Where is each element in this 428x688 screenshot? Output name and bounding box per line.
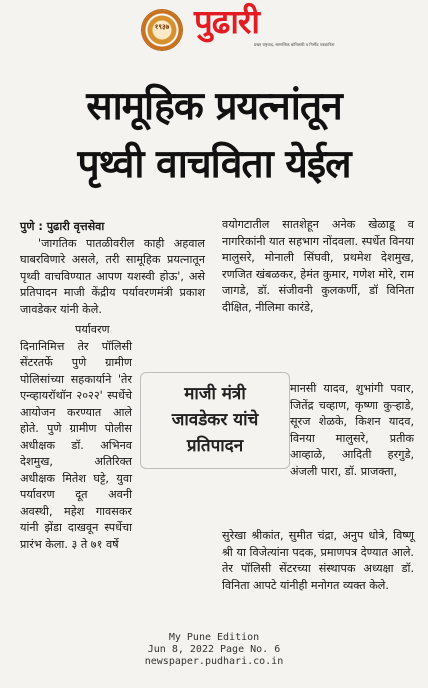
headline-line-2: पृथ्वी वाचविता येईल bbox=[77, 142, 351, 187]
seal-year: १९३७ bbox=[154, 23, 170, 31]
masthead bbox=[0, 0, 428, 62]
paragraph: वयोगटातील सातशेहून अनेक खेळाडू व नागरिकांनी यात सहभाग नोंदवला. स्पर्धेत विनया मालुसरे, मोनाली सिंघवी, प्रथमेश देशमुख, रणजित खंबळकर, हेमंत कुमार, गणेश मोरे, राम जागडे, डॉ. संजीवनी कुलकर्णी, डॉ विनिता दीक्षित, नीलिमा कारंडे, bbox=[222, 218, 414, 314]
newspaper-logo: पुढारी bbox=[194, 2, 259, 41]
paragraph: सुरेखा श्रीकांत, सुमीत चंद्रा, अनुप धोत्रे, विष्णू श्री या विजेत्यांना पदक, प्रमाणपत्र देण्यात आले. तेर पॉलिसी सेंटरच्या संस्थापक अध्यक्षा डॉ. विनिता आपटे यांनीही मनोगत व्यक्त केले. bbox=[222, 529, 414, 592]
date-page-label: Jun 8, 2022 Page No. 6 bbox=[147, 644, 281, 655]
paragraph: दिनानिमित्त तेर पॉलिसी सेंटरतर्फे पुणे ग्रामीण पोलिसांच्या सहकार्याने 'तेर एन्व्हायरॉथॉन २०२२' स्पर्धेचे आयोजन करण्यात आले होते. पुणे ग्रामीण पोलीस अधीक्षक डॉ. अभिनव देशमुख, अतिरिक्त अधीक्षक मितेश घट्टे, युवा पर्यावरण दूत अवनी अवस्थी, महेश गावसकर यांनी झेंडा दाखवून स्पर्धेचा प्रारंभ केला. ३ ते ७१ वर्षे bbox=[20, 339, 132, 551]
edition-label: My Pune Edition bbox=[168, 632, 260, 643]
pull-quote bbox=[140, 372, 290, 469]
website-link[interactable]: newspaper.pudhari.co.in bbox=[144, 656, 284, 667]
article-column-right bbox=[222, 217, 414, 316]
paragraph-start: पर्यावरण bbox=[75, 323, 110, 336]
anniversary-seal-icon bbox=[142, 10, 182, 50]
paragraph-wrapped: मानसी यादव, शुभांगी पवार, जितेंद्र चव्हाण, कृष्णा कुऱ्हाडे, सूरज शेळके, किशन यादव, विनया मालुसरे, प्रतीक आव्हाळे, आदिती हरगुडे, अंजली पारा, डॉ. प्राजक्ता, bbox=[290, 382, 414, 478]
dateline: पुणे : पुढारी वृत्तसेवा bbox=[20, 220, 105, 233]
paragraph: 'जागतिक पातळीवरील काही अहवाल घाबरविणारे असले, तरी सामूहिक प्रयत्नातून पृथ्वी वाचविण्यात आपण यशस्वी होऊ', असे प्रतिपादन माजी केंद्रीय पर्यावरणमंत्री प्रकाश जावडेकर यांनी केले. bbox=[20, 236, 205, 316]
pull-quote-line-1: माजी मंत्री bbox=[184, 384, 246, 404]
pull-quote-line-2: जावडेकर यांचे bbox=[171, 410, 259, 430]
headline-line-1: सामूहिक प्रयत्नांतून bbox=[86, 84, 342, 129]
logo-tagline: प्रखर राष्ट्रवाद, सामाजिक बांधिलकी व निर्भीड पत्रकारिता bbox=[254, 42, 335, 47]
page-footer bbox=[0, 632, 428, 668]
pull-quote-line-3: प्रतिपादन bbox=[186, 436, 244, 456]
